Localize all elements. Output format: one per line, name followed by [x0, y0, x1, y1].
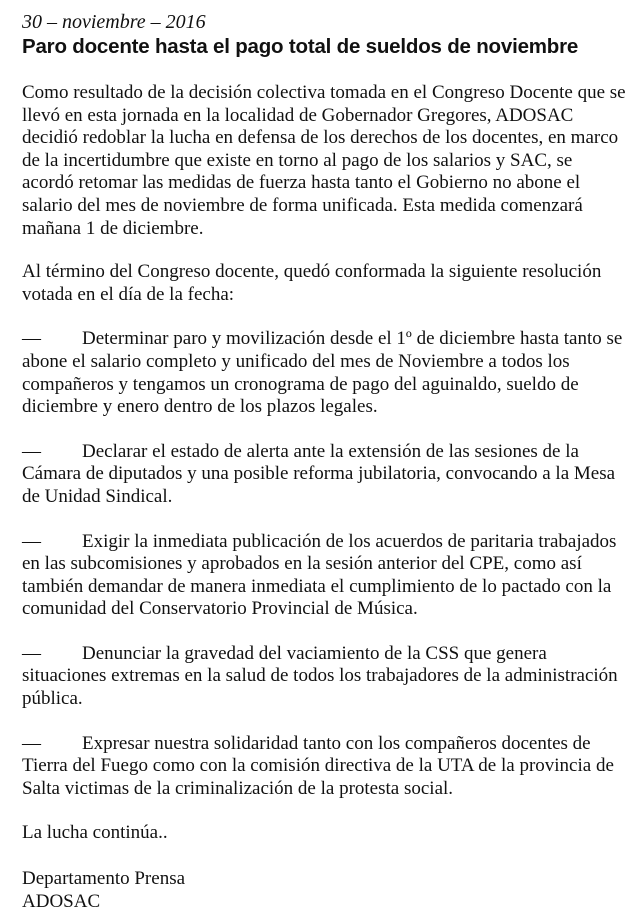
resolution-item	[22, 328, 626, 418]
intro-paragraph: Como resultado de la decisión colectiva tomada en el Congreso Docente que se llevó en esta jornada en la localidad de Gobernador Gregores, ADOSAC decidió redoblar la lucha en defensa de los derechos de los docentes, en marco de la incertidumbre que existe en torno al pago de los salarios y SAC, se acordó retomar las medidas de fuerza hasta tanto el Gobierno no abone el salario del mes de noviembre de forma unificada. Esta medida comenzará mañana 1 de diciembre.	[22, 82, 626, 239]
document-title: Paro docente hasta el pago total de sueldos de noviembre	[22, 35, 579, 58]
resolution-item	[22, 531, 626, 621]
resolution-item	[22, 643, 626, 711]
signature-organization: ADOSAC	[22, 890, 101, 912]
resolution-item	[22, 441, 626, 509]
document-page	[22, 10, 626, 913]
resolution-text: Exigir la inmediata publicación de los acuerdos de paritaria trabajados en las subcomisiones y aprobados en la sesión anterior del CPE, como así también demandar de manera inmediata el cumplimiento de lo pactado con la comunidad del Conservatorio Provincial de Música.	[22, 530, 617, 620]
resolution-text: Denunciar la gravedad del vaciamiento de la CSS que genera situaciones extremas en la salud de todos los trabajadores de la administración pública.	[22, 642, 618, 710]
resolution-bullet: —	[22, 642, 41, 664]
resolution-text: Determinar paro y movilización desde el 1º de diciembre hasta tanto se abone el salario completo y unificado del mes de Noviembre a todos los compañeros y tengamos un cronograma de pago del aguinaldo, sueldo de diciembre y enero dentro de los plazos legales.	[22, 328, 623, 418]
resolution-bullet: —	[22, 732, 41, 754]
document-date: 30 – noviembre – 2016	[22, 11, 206, 33]
resolution-text: Expresar nuestra solidaridad tanto con los compañeros docentes de Tierra del Fuego como con la comisión directiva de la UTA de la provincia de Salta victimas de la criminalización de la protesta social.	[22, 732, 614, 799]
resolution-text: Declarar el estado de alerta ante la extensión de las sesiones de la Cámara de diputados y una posible reforma jubilatoria, convocando a la Mesa de Unidad Sindical.	[22, 440, 616, 507]
signature-department: Departamento Prensa	[22, 868, 186, 890]
resolution-bullet: —	[22, 440, 41, 462]
resolution-intro-paragraph: Al término del Congreso docente, quedó conformada la siguiente resolución votada en el día de la fecha:	[22, 261, 602, 305]
resolution-bullet: —	[22, 530, 41, 552]
resolution-item	[22, 733, 626, 801]
closing-line: La lucha continúa..	[22, 822, 168, 844]
resolution-bullet: —	[22, 328, 41, 350]
